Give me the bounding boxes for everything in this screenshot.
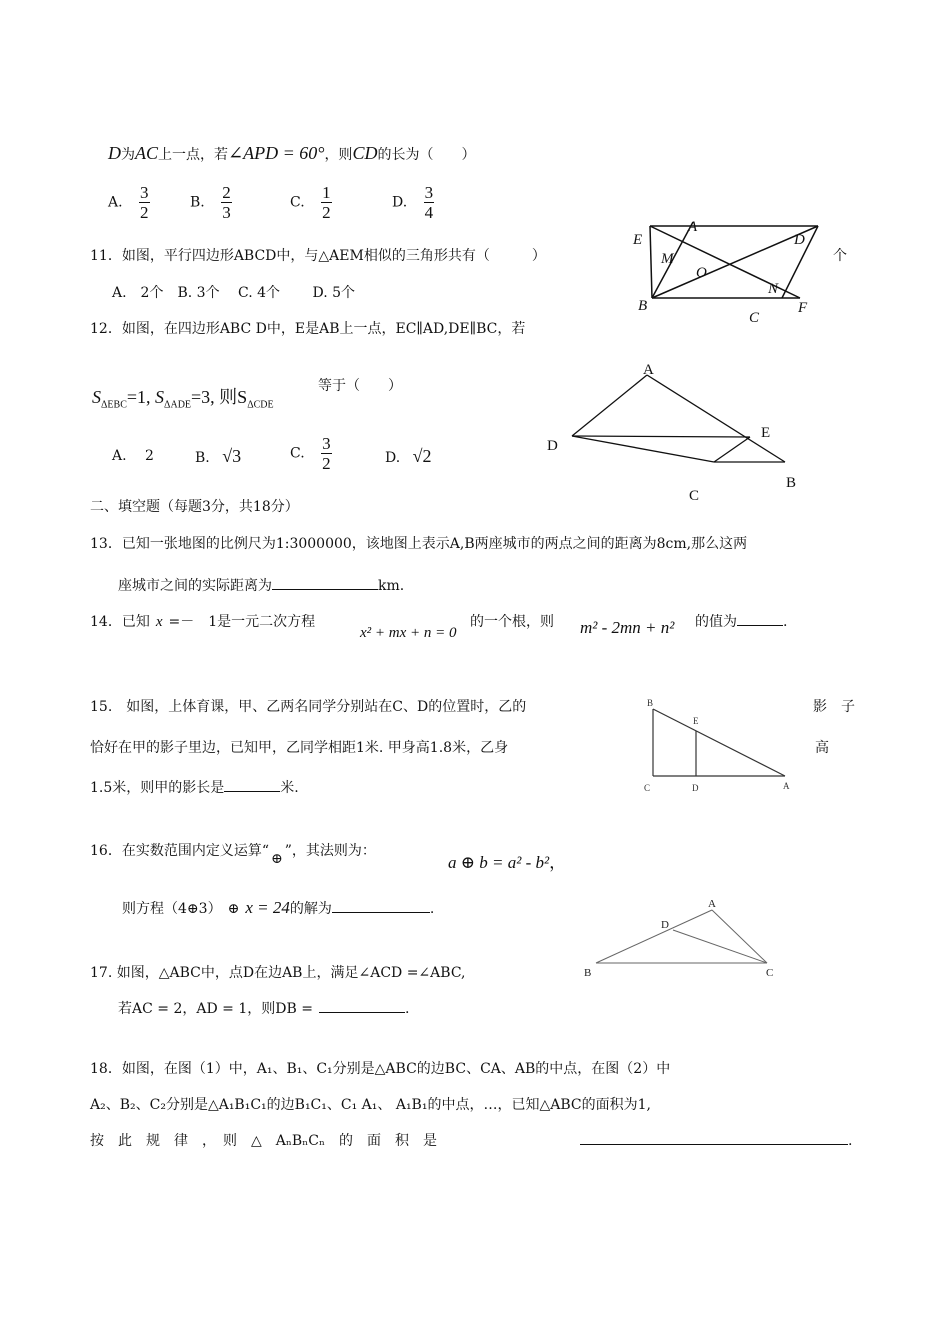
option-value: 2 (145, 448, 154, 464)
q16-equation: x = 24 (245, 898, 290, 917)
segment-dc (673, 930, 767, 963)
option-value: √2 (412, 446, 432, 466)
q15-line2: 恰好在甲的影子里边，已知甲，乙同学相距1米. 甲身高1.8米，乙身 (90, 740, 509, 756)
label-b: B (584, 967, 592, 979)
area-subscript: ΔCDE (247, 399, 274, 411)
edge-ac (712, 910, 767, 963)
q10-var-ac: AC (135, 143, 159, 163)
q14-text: 的值为 (695, 614, 737, 630)
label-a: A (708, 898, 716, 910)
q14-equation: x² + mx + n = 0 (360, 625, 457, 641)
q15-unit: 米. (280, 780, 299, 796)
oplus-symbol: ⊕ (186, 901, 199, 917)
q18-line1: 18．如图，在图（1）中，A₁、B₁、C₁分别是△ABC的边BC、CA、AB的中点，在图（2）中 (90, 1061, 671, 1077)
fraction-numerator: 2 (222, 183, 231, 202)
option-label: D. (392, 194, 408, 211)
option-label: B. (190, 194, 205, 211)
label-e: E (693, 716, 699, 726)
q16-text: ”，其法则为： (284, 843, 376, 859)
fraction-denominator: 3 (222, 203, 231, 222)
answer-blank[interactable] (580, 1130, 848, 1145)
q10-text4: 的长为（ ） (377, 147, 476, 163)
label-d: D (794, 232, 805, 248)
label-c: C (766, 967, 774, 979)
option-label: A. (112, 448, 127, 464)
label-o: O (696, 265, 707, 281)
q10-text1: 为 (121, 147, 135, 163)
label-d: D (692, 783, 699, 793)
q14-text: =－ 1是一元二次方程 (168, 614, 316, 630)
q16-text: 则方程（4 (122, 901, 187, 917)
fraction-denominator: 4 (424, 203, 434, 222)
q16-text: ， (549, 853, 567, 872)
q18-line3: 按 此 规 律 ， 则 △ AₙBₙCₙ 的 面 积 是 (90, 1133, 438, 1149)
area-subscript: ΔEBC (101, 399, 127, 411)
q11-tail: 个 (833, 248, 847, 264)
label-f: F (798, 300, 808, 316)
label-d: D (661, 919, 669, 931)
q18-line2: A₂、B₂、C₂分别是△A₁B₁C₁的边B₁C₁、C₁ A₁、 A₁B₁的中点，…，已知△ABC的面积为1, (90, 1097, 651, 1113)
q13-text: 座城市之间的实际距离为 (118, 578, 272, 594)
q18-end: . (848, 1133, 853, 1149)
fraction-numerator: 3 (140, 183, 149, 202)
label-c: C (749, 310, 760, 326)
label-a: A (688, 219, 698, 235)
q16-rule-expression: a ⊕ b = a² - b² (448, 853, 550, 872)
edge-ba (596, 910, 712, 963)
label-d: D (547, 438, 558, 454)
condition-equation: =3, 则S (191, 387, 248, 407)
label-c: C (689, 488, 700, 504)
fraction-numerator: 1 (322, 183, 331, 202)
label-e: E (633, 232, 643, 248)
q17-end: . (404, 1001, 410, 1017)
label-a: A (643, 362, 654, 378)
q15-line1-tail: 影 子 (813, 699, 855, 715)
q18-answer (580, 1130, 852, 1149)
q10-text2: 上一点，若 (158, 147, 229, 163)
q10-text3: ，则 (324, 147, 353, 163)
area-symbol: S (155, 387, 165, 407)
q10-angle: ∠APD = 60° (228, 143, 325, 163)
q12-condition-tail: 等于（ ） (318, 378, 402, 394)
q12-stem: 12．如图，在四边形ABC D中，E是AB上一点，EC∥AD,DE∥BC，若 (90, 321, 526, 337)
fraction-denominator: 2 (322, 454, 331, 473)
label-n: N (768, 281, 779, 297)
label-a: A (783, 781, 790, 791)
label-b: B (638, 298, 648, 314)
option-value: √3 (222, 446, 242, 466)
q15-line2-tail: 高 (815, 740, 829, 756)
oplus-symbol: ⊕ (227, 901, 240, 917)
option-label: B. (195, 450, 210, 466)
label-b: B (786, 475, 797, 491)
label-c: C (644, 783, 651, 793)
option-label: C. (290, 445, 305, 462)
q13-unit: km. (378, 578, 405, 594)
q11-stem: 11．如图，平行四边形ABCD中，与△AEM相似的三角形共有（ ） (90, 248, 546, 264)
q14-text: 14．已知 (90, 614, 150, 630)
q16-text: 的解为 (289, 901, 332, 917)
answer-blank[interactable] (319, 998, 405, 1013)
oplus-symbol: ⊕ (270, 851, 283, 867)
option-label: D. (385, 450, 401, 466)
q14-expression: m² - 2mn + n² (580, 618, 675, 637)
q15-line1: 15. 如图，上体育课，甲、乙两名同学分别站在C、D的位置时，乙的 (90, 699, 527, 715)
q17-line1: 17. 如图，△ABC中，点D在边AB上，满足∠ACD =∠ABC, (90, 965, 466, 981)
q17-text: 若AC = 2，AD = 1，则DB = (118, 1001, 313, 1017)
q16-text: 16．在实数范围内定义运算“ (90, 843, 269, 859)
area-subscript: ΔADE (164, 399, 192, 411)
label-m: M (661, 251, 674, 267)
q16-end: . (429, 901, 435, 917)
q10-var-cd: CD (352, 143, 378, 163)
fraction-denominator: 2 (140, 203, 149, 222)
label-e: E (761, 425, 771, 441)
q10-var-d: D (108, 143, 121, 163)
q17-line2 (118, 998, 409, 1018)
condition-equation: =1, (126, 387, 156, 407)
fraction-numerator: 3 (322, 434, 331, 453)
area-symbol: S (92, 387, 101, 407)
option-label: C. (290, 194, 305, 211)
q13-line1: 13．已知一张地图的比例尺为1:3000000，该地图上表示A,B两座城市的两点之间的距离为8cm,那么这两 (90, 536, 748, 552)
q15-text: 1.5米，则甲的影长是 (90, 780, 225, 796)
q11-options: A. 2个 B. 3个 C. 4个 D. 5个 (112, 285, 356, 301)
q14-var-x: x (155, 614, 163, 630)
label-b: B (647, 698, 654, 708)
section-title: 二、填空题（每题3分，共18分） (90, 499, 299, 515)
q14-end: . (783, 614, 788, 630)
option-label: A. (108, 194, 123, 211)
q16-text: 3） (198, 901, 222, 917)
q14-mid: 的一个根，则 (470, 614, 554, 630)
fraction-numerator: 3 (424, 183, 434, 202)
fraction-denominator: 2 (322, 203, 331, 222)
